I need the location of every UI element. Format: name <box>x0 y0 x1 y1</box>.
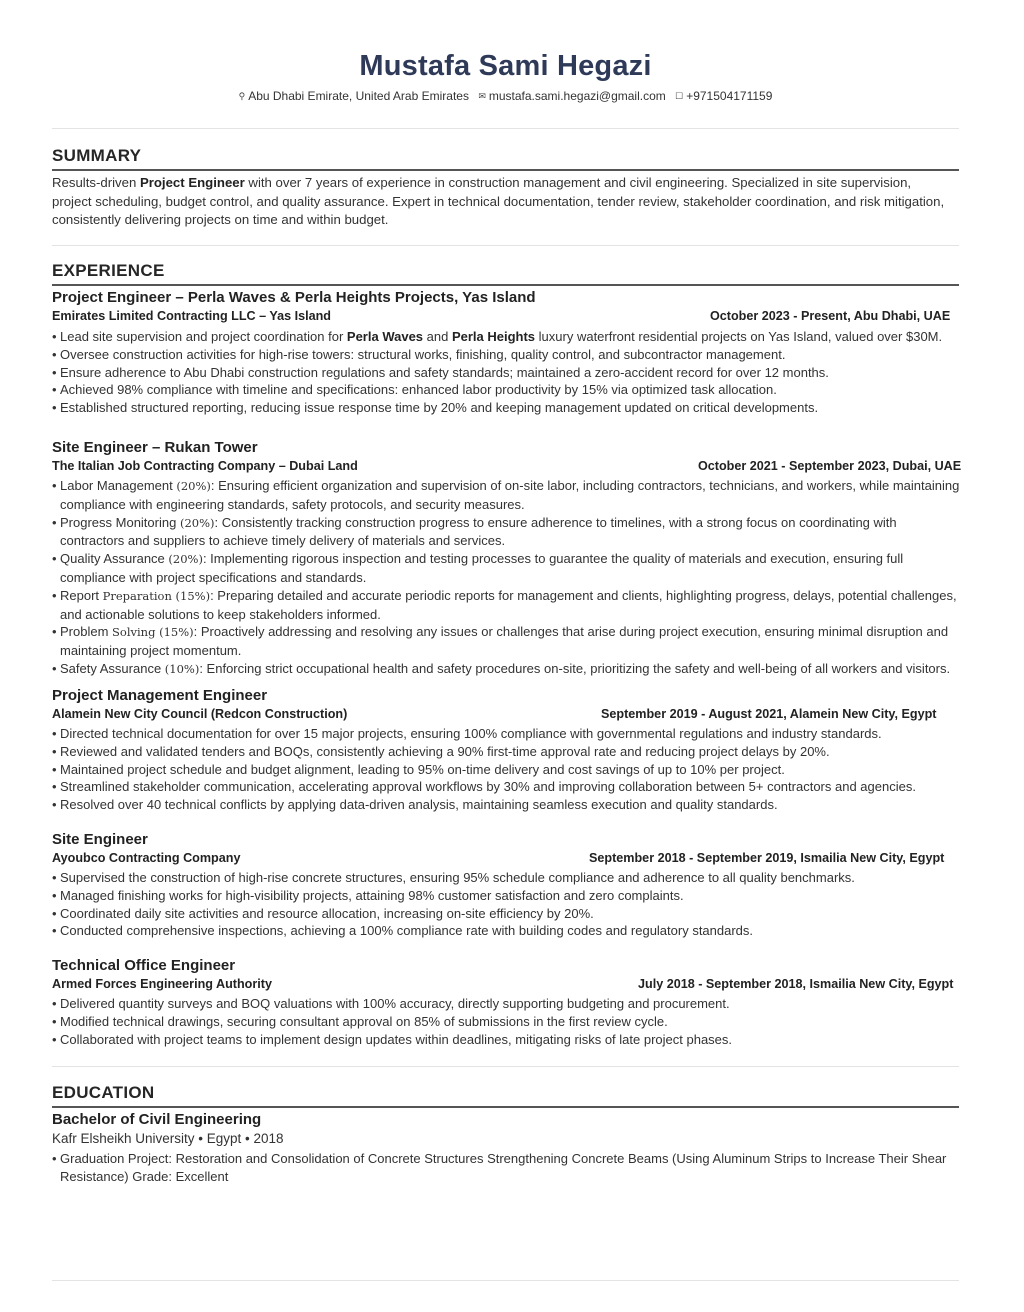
bullet-weight: Preparation (15%) <box>102 588 211 603</box>
summary-pre: Results-driven <box>52 175 140 190</box>
bullet-text: : Consistently tracking construction progress to ensure adherence to timelines, with a strong focus on coordinating with contractors and suppliers to achieve timely delivery of materials and services. <box>60 514 897 549</box>
job-company: Armed Forces Engineering Authority <box>52 977 272 991</box>
bullet-text: : Preparing detailed and accurate periodic reports for management and clients, highlighting progress, delays, potential challenges, and actionable solutions to keep stakeholders informed. <box>60 587 957 622</box>
education-bullets <box>52 1150 952 1186</box>
list-item: • Collaborated with project teams to implement design updates within deadlines, mitigating risks of late project phases. <box>52 1031 964 1049</box>
job-title: Project Engineer – Perla Waves & Perla Heights Projects, Yas Island <box>52 289 536 306</box>
bullet-text: : Proactively addressing and resolving any issues or challenges that arise during project execution, ensuring minimal disruption and maintaining project momentum. <box>60 624 949 659</box>
location-pin-icon: ⚲ <box>238 91 246 101</box>
bullet-text: : Ensuring efficient organization and supervision of on-site labor, including contractors, technicians, and workers, while maintaining compliance with engineering standards, safety protocols, and security measures. <box>60 478 960 512</box>
list-item <box>52 514 964 551</box>
bullet-label: Report <box>60 587 103 603</box>
list-item <box>52 328 964 346</box>
education-meta: Kafr Elsheikh University • Egypt • 2018 <box>52 1131 284 1146</box>
phone-text[interactable]: +971504171159 <box>686 89 773 103</box>
summary-heading: SUMMARY <box>52 146 959 171</box>
email-text[interactable]: mustafa.sami.hegazi@gmail.com <box>488 89 666 103</box>
bullet-weight: (20%) <box>176 479 211 493</box>
job-company: The Italian Job Contracting Company – Dubai Land <box>52 459 358 473</box>
bullet-label: Labor Management <box>60 478 177 493</box>
list-item: • Conducted comprehensive inspections, achieving a 100% compliance rate with building codes and regulatory standards. <box>52 922 964 940</box>
list-item: • Established structured reporting, reducing issue response time by 20% and keeping management updated on critical developments. <box>52 399 964 417</box>
project-name: Perla Heights <box>451 329 536 344</box>
job-bullets <box>52 477 964 679</box>
divider <box>52 245 959 246</box>
job-company: Alamein New City Council (Redcon Construction) <box>52 707 348 721</box>
bullet-text: : Enforcing strict occupational health and safety procedures on-site, prioritizing the safety and well-being of all workers and visitors. <box>199 660 951 676</box>
phone-item[interactable] <box>675 89 772 103</box>
list-item <box>52 623 964 660</box>
list-item: • Maintained project schedule and budget alignment, leading to 95% on-time delivery and cost savings of up to 10% per project. <box>52 761 964 779</box>
degree-title: Bachelor of Civil Engineering <box>52 1111 262 1128</box>
bullet-text: Lead site supervision and project coordination for <box>60 329 347 344</box>
job-date-location: September 2018 - September 2019, Ismailia New City, Egypt <box>589 851 945 865</box>
bullet-text: luxury waterfront residential projects on Yas Island, valued over $30M. <box>535 329 943 344</box>
location-text: Abu Dhabi Emirate, United Arab Emirates <box>248 89 469 103</box>
summary-text <box>52 174 952 230</box>
job-date-location: October 2021 - September 2023, Dubai, UAE <box>698 459 962 473</box>
job-title: Site Engineer <box>52 831 148 848</box>
phone-icon: ☐ <box>675 91 684 101</box>
divider <box>52 1280 959 1281</box>
list-item: • Coordinated daily site activities and resource allocation, increasing on-site efficiency by 20%. <box>52 905 964 923</box>
list-item <box>52 550 964 587</box>
bullet-text: and <box>423 329 452 344</box>
divider <box>52 1066 959 1067</box>
job-bullets <box>52 328 964 417</box>
job-date-location: July 2018 - September 2018, Ismailia New City, Egypt <box>638 977 954 991</box>
job-company: Ayoubco Contracting Company <box>52 851 241 865</box>
list-item: • Reviewed and validated tenders and BOQs, consistently achieving a 90% first-time approval rate and reducing project delays by 20%. <box>52 743 964 761</box>
list-item: • Streamlined stakeholder communication, accelerating approval workflows by 30% and improving collaboration between 5+ contractors and agencies. <box>52 778 964 796</box>
email-item[interactable] <box>478 89 665 103</box>
list-item: • Graduation Project: Restoration and Consolidation of Concrete Structures Strengthening Concrete Beams (Using Aluminum Strips to Increase Their Shear Resistance) Grade: Excellent <box>52 1150 952 1186</box>
bullet-label: Quality Assurance <box>60 551 169 567</box>
list-item <box>52 587 964 624</box>
job-date-location: September 2019 - August 2021, Alamein New City, Egypt <box>601 707 937 721</box>
education-heading: EDUCATION <box>52 1083 959 1108</box>
bullet-weight: Solving (15%) <box>112 625 194 640</box>
job-bullets <box>52 869 964 940</box>
list-item: • Resolved over 40 technical conflicts by applying data-driven analysis, maintaining seamless execution and quality standards. <box>52 796 964 814</box>
bullet-label: Progress Monitoring <box>60 514 180 530</box>
list-item <box>52 477 964 514</box>
project-name: Perla Waves <box>346 329 424 344</box>
location-item <box>239 89 469 103</box>
list-item: • Achieved 98% compliance with timeline and specifications: enhanced labor productivity by 15% via optimized task allocation. <box>52 381 964 399</box>
summary-post: with over 7 years of experience in construction management and civil engineering. Specialized in site supervision, project scheduling, budget control, and quality assurance. Expert in technical documentation, tender review, stakeholder coordination, and risk mitigation, consistently delivering projects on time and within budget. <box>52 175 945 228</box>
list-item: • Ensure adherence to Abu Dhabi construction regulations and safety standards; maintained a zero-accident record for over 12 months. <box>52 364 964 382</box>
candidate-name: Mustafa Sami Hegazi <box>359 50 652 82</box>
contact-line <box>52 89 959 103</box>
bullet-weight: (20%) <box>168 552 203 567</box>
job-title: Project Management Engineer <box>52 687 268 704</box>
bullet-text: : Implementing rigorous inspection and testing processes to guarantee the quality of materials and execution, ensuring full compliance with project specifications and standards. <box>60 551 904 585</box>
bullet-weight: (20%) <box>179 515 215 530</box>
list-item: • Modified technical drawings, securing consultant approval on 85% of submissions in the first review cycle. <box>52 1013 964 1031</box>
bullet-label: Problem <box>60 624 113 640</box>
list-item: • Supervised the construction of high-rise concrete structures, ensuring 95% schedule compliance and adherence to all quality benchmarks. <box>52 869 964 887</box>
bullet-label: Safety Assurance <box>60 660 165 676</box>
list-item: • Oversee construction activities for high-rise towers: structural works, finishing, quality control, and subcontractor management. <box>52 346 964 364</box>
list-item: • Managed finishing works for high-visibility projects, attaining 98% customer satisfaction and zero complaints. <box>52 887 964 905</box>
job-bullets <box>52 995 964 1048</box>
envelope-icon: ✉ <box>478 91 486 101</box>
job-company: Emirates Limited Contracting LLC – Yas Island <box>52 309 331 323</box>
job-bullets <box>52 725 964 814</box>
list-item: • Delivered quantity surveys and BOQ valuations with 100% accuracy, directly supporting budgeting and procurement. <box>52 995 964 1013</box>
list-item: • Directed technical documentation for over 15 major projects, ensuring 100% compliance with governmental regulations and industry standards. <box>52 725 964 743</box>
job-date-location: October 2023 - Present, Abu Dhabi, UAE <box>710 309 951 323</box>
divider <box>52 128 959 129</box>
summary-role: Project Engineer <box>139 175 245 190</box>
bullet-weight: (10%) <box>164 661 200 676</box>
job-title: Technical Office Engineer <box>52 957 236 974</box>
experience-heading: EXPERIENCE <box>52 261 959 286</box>
list-item <box>52 660 964 679</box>
job-title: Site Engineer – Rukan Tower <box>52 439 258 456</box>
